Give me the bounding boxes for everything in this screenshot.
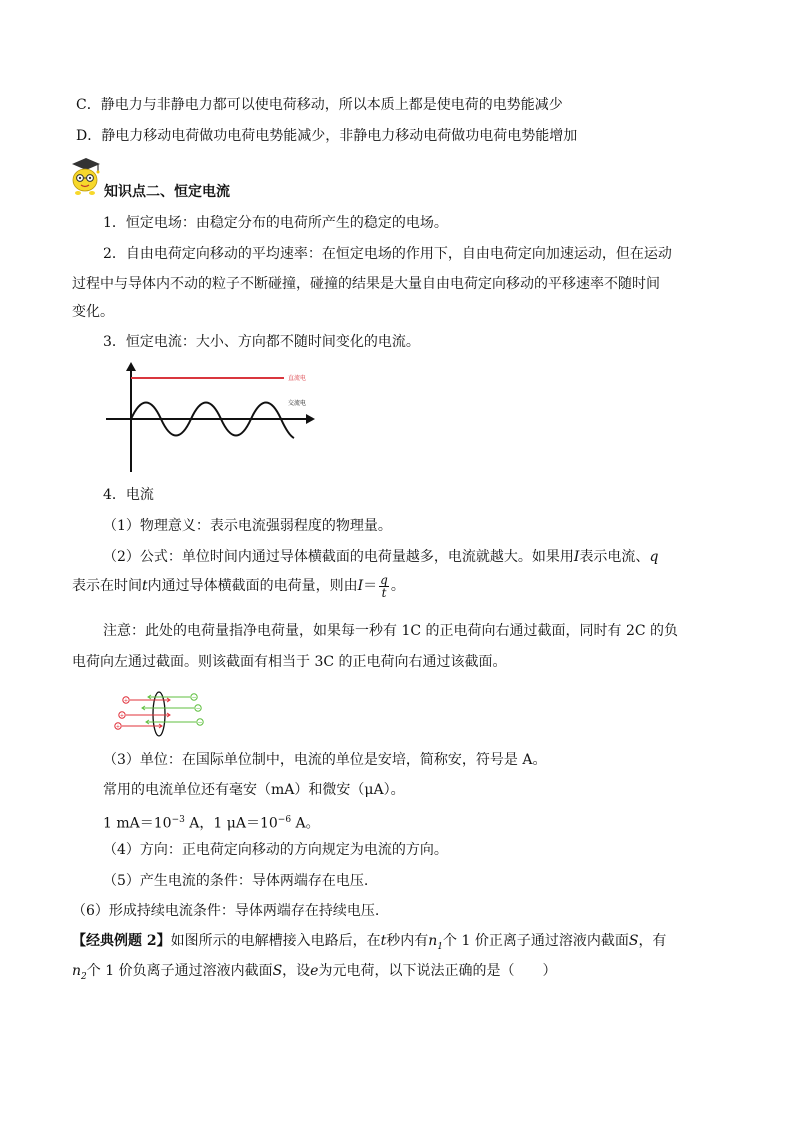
ac-label: 交流电	[288, 400, 307, 407]
dc-ac-graph	[104, 360, 319, 475]
svg-text:+: +	[123, 698, 129, 704]
svg-text:+: +	[115, 724, 121, 730]
current-unit: （3）单位：在国际单位制中，电流的单位是安培，简称安，符号是 A。	[103, 752, 547, 768]
current-meaning: （1）物理意义：表示电流强弱程度的物理量。	[103, 518, 392, 534]
current-formula-line-1: （2）公式：单位时间内通过导体横截面的电荷量越多，电流就越大。如果用I表示电流、q	[103, 549, 659, 565]
item-3: 3．恒定电流：大小、方向都不随时间变化的电流。	[103, 334, 420, 350]
charge-flow-figure	[112, 690, 212, 738]
x-axis-arrow	[306, 414, 315, 424]
example-line-1: 【经典例题 2】如图所示的电解槽接入电路后，在t秒内有$n_1$个 1 价正离子通过溶液内截面S，有	[72, 933, 667, 952]
scholar-cartoon-icon	[68, 156, 102, 196]
example-line-2: $n_2$个 1 价负离子通过溶液内截面S，设e为元电荷，以下说法正确的是（ ）	[72, 963, 557, 982]
current-formula-line-2: 表示在时间t内通过导体横截面的电荷量，则由I＝ $\frac{q}{t}$ 。	[72, 572, 405, 600]
example-tag: 【经典例题 2】	[72, 933, 171, 949]
current-direction: （4）方向：正电荷定向移动的方向规定为电流的方向。	[103, 842, 448, 858]
current-units-common: 常用的电流单位还有毫安（mA）和微安（μA）。	[103, 782, 405, 798]
current-condition: （5）产生电流的条件：导体两端存在电压.	[103, 873, 369, 889]
item-1: 1．恒定电场：由稳定分布的电荷所产生的稳定的电场。	[103, 215, 448, 231]
svg-text:−: −	[197, 719, 203, 726]
current-fraction: $\frac{q}{t}$	[380, 572, 388, 600]
item-2-line-1: 2．自由电荷定向移动的平均速率：在恒定电场的作用下，自由电荷定向加速运动，但在运动	[103, 246, 672, 262]
note-line-2: 电荷向左通过截面。则该截面有相当于 3C 的正电荷向右通过该截面。	[72, 654, 507, 670]
dc-label: 直流电	[288, 375, 307, 382]
note-line-1: 注意：此处的电荷量指净电荷量，如果每一秒有 1C 的正电荷向右通过截面，同时有 2C 的负	[103, 623, 679, 639]
option-d: D．静电力移动电荷做功电荷电势能减少，非静电力移动电荷做功电荷电势能增加	[76, 128, 578, 144]
item-2-line-2: 过程中与导体内不动的粒子不断碰撞，碰撞的结果是大量自由电荷定向移动的平移速率不随时间	[72, 276, 660, 292]
item-4: 4．电流	[103, 487, 154, 503]
option-c: C．静电力与非静电力都可以使电荷移动，所以本质上都是使电荷的电势能减少	[76, 97, 563, 113]
svg-text:+: +	[119, 713, 125, 719]
item-2-line-3: 变化。	[72, 304, 114, 320]
unit-conversion: 1 $mA=10^{-3}$ A，1 $\mu A=10^{-6}$ A。	[103, 815, 320, 832]
ac-wave	[131, 403, 294, 439]
cross-section	[153, 692, 165, 736]
y-axis-arrow	[126, 362, 136, 371]
svg-text:−: −	[191, 694, 197, 701]
section-title: 知识点二、恒定电流	[104, 184, 230, 200]
current-sustained: （6）形成持续电流条件：导体两端存在持续电压.	[72, 903, 380, 919]
svg-text:−: −	[195, 705, 201, 712]
